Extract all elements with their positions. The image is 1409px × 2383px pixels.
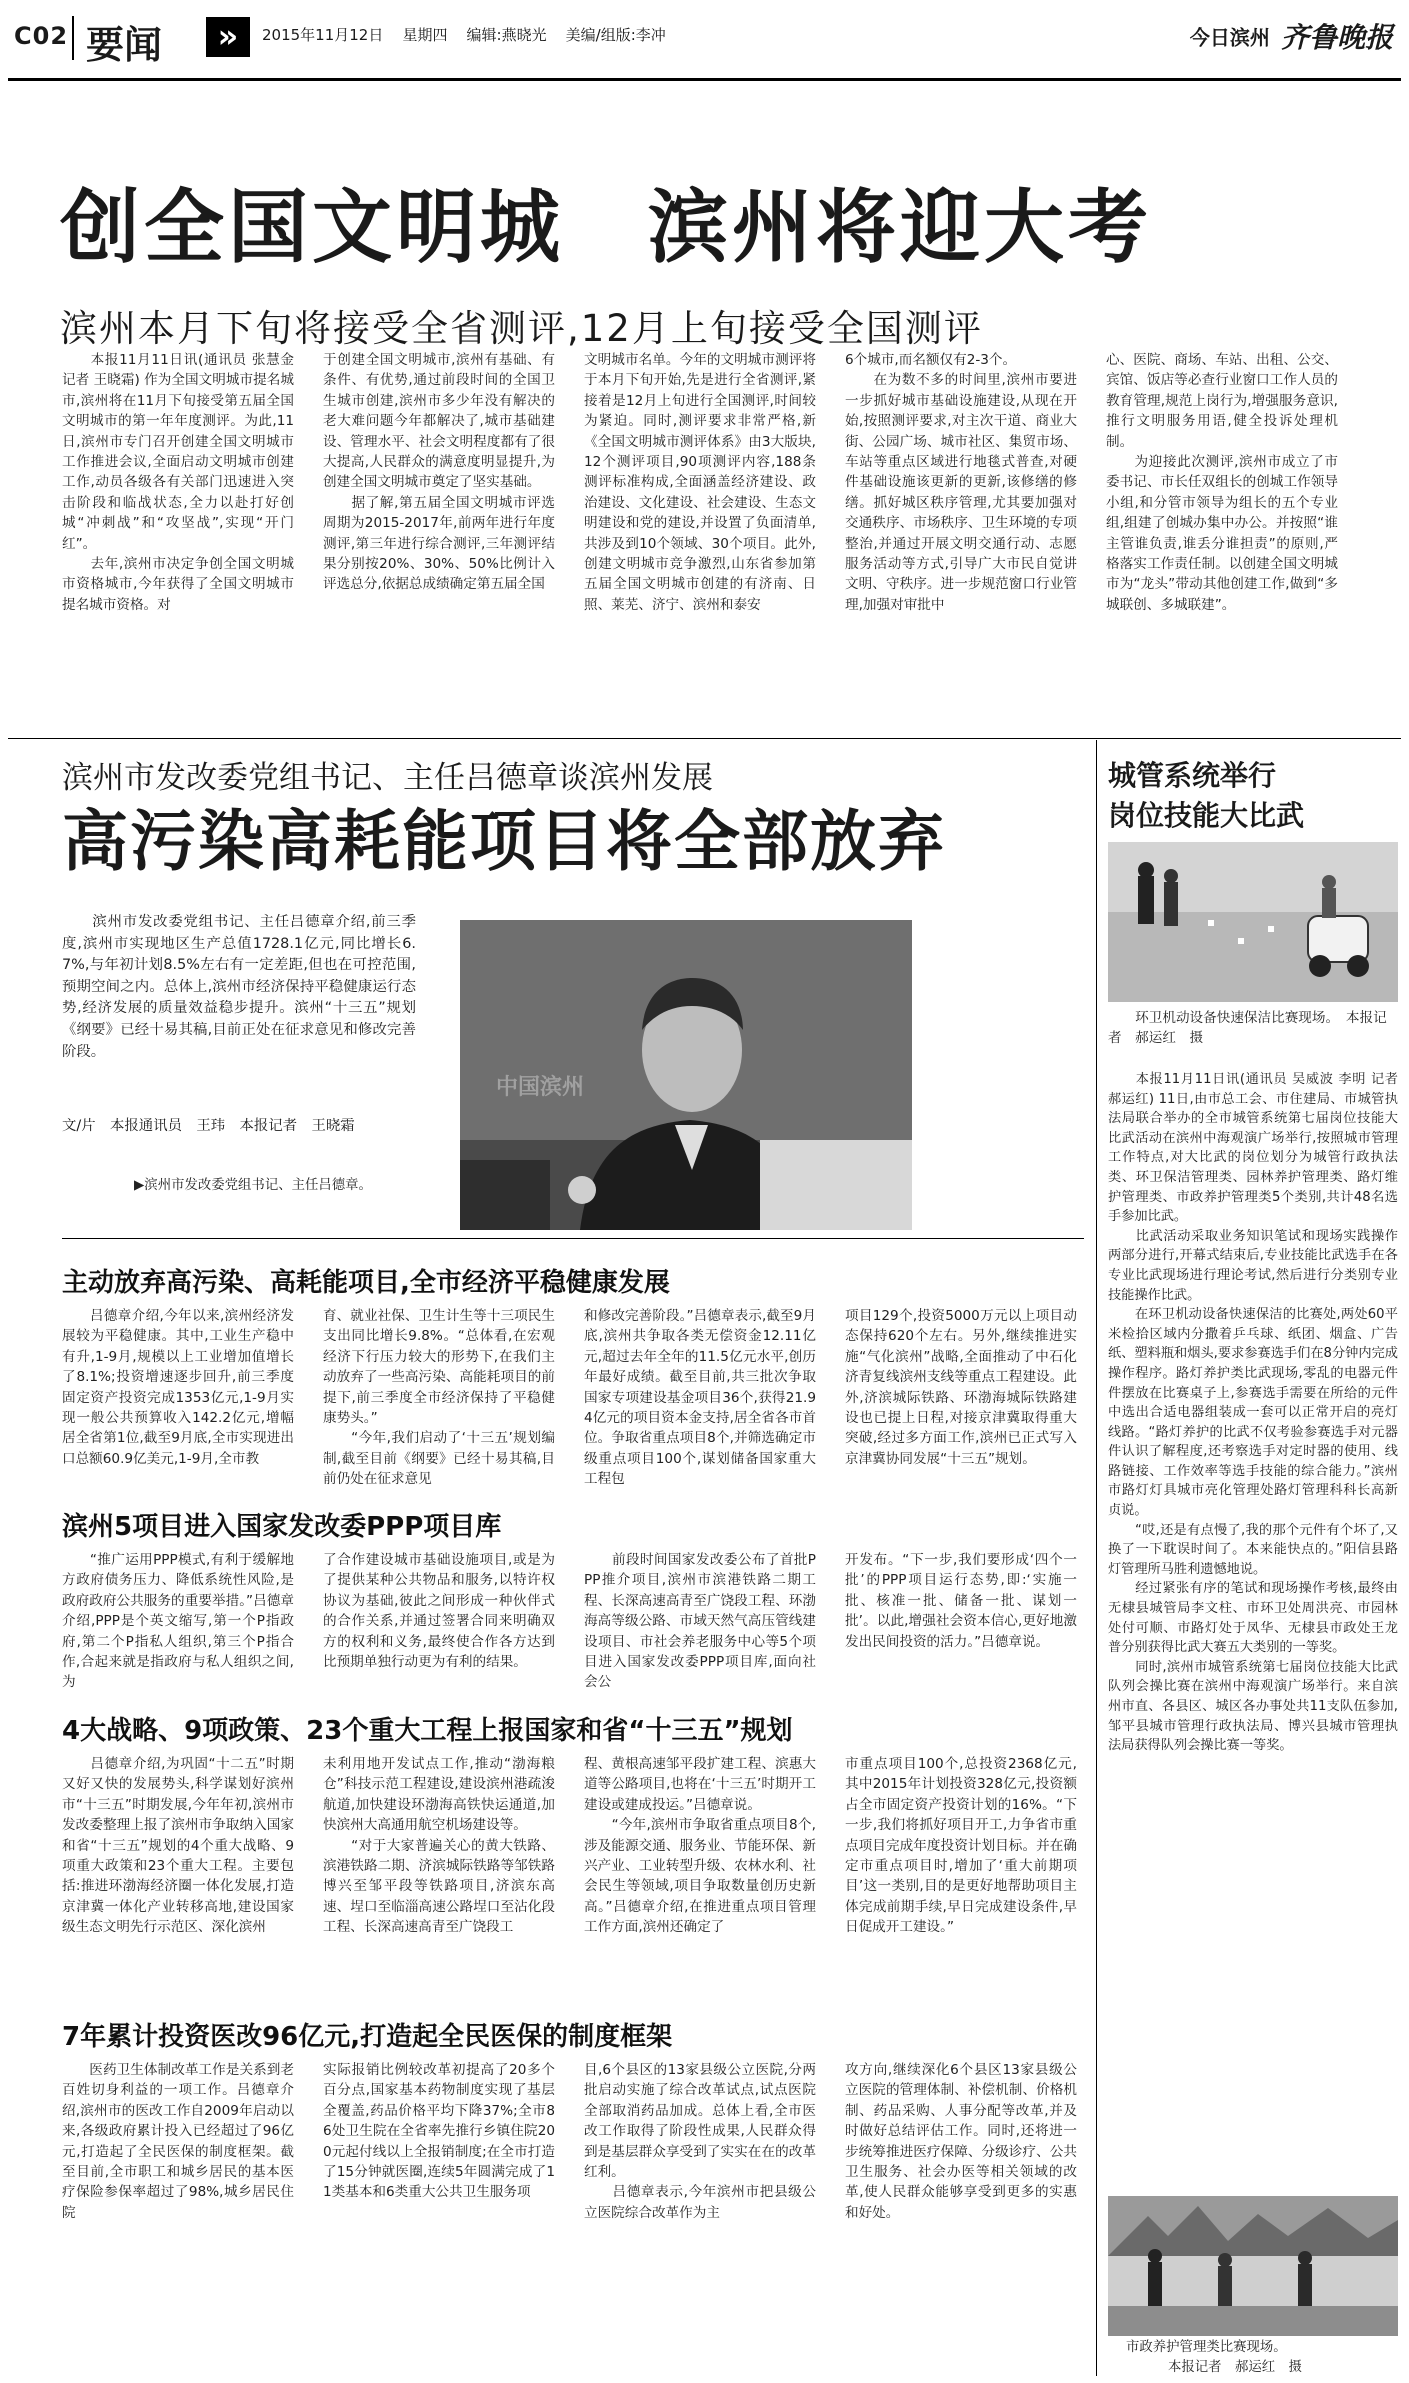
section-2-column-1: “推广运用PPP模式,有利于缓解地方政府债务压力、降低系统性风险,是政府政府公共服务的重要举措。”吕德章介绍,PPP是个英文缩写,第一个P指政府,第二个P指私人组织,第三个P指合作,合起来就是指政府与私人组织之间,为: [62, 1552, 294, 1691]
header-divider: [72, 16, 74, 60]
section-2-column-3: 前段时间国家发改委公布了首批PPP推介项目,滨州市滨港铁路二期工程、长深高速高青至广饶段工程、环渤海高等级公路、市域天然气高压管线建设项目、市社会养老服务中心等5个项目进入国家发改委PPP项目库,面向社会公: [584, 1552, 816, 1691]
feature-intro: 滨州市发改委党组书记、主任吕德章介绍,前三季度,滨州市实现地区生产总值1728.1亿元,同比增长6.7%,与年初计划8.5%左右有一定差距,但也在可控范围,预期空间之内。总体上,滨州市经济保持平稳健康运行态势,经济发展的质量效益稳步提升。滨州“十三五”规划《纲要》已经十易其稿,目前正处在征求意见和修改完善阶段。: [62, 914, 416, 1060]
section-3-title: 4大战略、9项政策、23个重大工程上报国家和省“十三五”规划: [62, 1716, 793, 1746]
header-meta: [262, 24, 666, 45]
sidebar-divider: [1096, 740, 1097, 2376]
lead-headline: 创全国文明城 滨州将迎大考: [60, 181, 1152, 274]
paper-logo: 齐鲁晚报: [1280, 21, 1393, 54]
section-4-column-2: 实际报销比例较改革初提高了20多个百分点,国家基本药物制度实现了基层全覆盖,药品价格平均下降37%;全市86处卫生院在全省率先推行乡镇住院200元起付线以上全报销制度;在全市打造了15分钟就医圈,连续5年圆满完成了11类基本和6类重大公共卫生服务项: [323, 2062, 555, 2201]
section-1-title: 主动放弃高污染、高耗能项目,全市经济平稳健康发展: [62, 1268, 670, 1298]
municipal-maintenance-credit: 本报记者 郝运红 摄: [1168, 2360, 1302, 2375]
lead-column-4: 6个城市,而名额仅有2-3个。 在为数不多的时间里,滨州市要进一步抓好城市基础设施建设,从现在开始,按照测评要求,对主次干道、商业大街、公园广场、城市社区、集贸市场、车站等重点区域进行地毯式普查,对硬件基础设施该更新的更新,该修缮的修缮。抓好城区秩序管理,尤其要加强对交通秩序、市场秩序、卫生环境的专项整治,并通过开展文明交通行动、志愿服务活动等方式,引导广大市民自觉讲文明、守秩序。进一步规范窗口行业管理,加强对审批中: [845, 352, 1077, 613]
section-3-column-3: 程、黄根高速邹平段扩建工程、滨惠大道等公路项目,也将在‘十三五’时期开工建设或建成投运。”吕德章说。 “今年,滨州市争取省重点项目8个,涉及能源交通、服务业、节能环保、新兴产业、工业转型升级、农林水利、社会民生等领域,项目争取数量创历史新高。”吕德章介绍,在推进重点项目管理工作方面,滨州还确定了: [584, 1756, 816, 1936]
sidebar-headline-line-2: 岗位技能大比武: [1108, 799, 1305, 832]
photo-watermark: 中国滨州: [496, 1075, 585, 1100]
section-4-column-4: 攻方向,继续深化6个县区13家县级公立医院的管理体制、补偿机制、价格机制、药品采购、人事分配等改革,并及时做好总结评估工作。同时,还将进一步统筹推进医疗保障、分级诊疗、公共卫生服务、社会办医等相关领域的改革,使人民群众能够享受到更多的实惠和好处。: [845, 2062, 1077, 2221]
section-4-column-3: 目,6个县区的13家县级公立医院,分两批启动实施了综合改革试点,试点医院全部取消药品加成。总体上看,全市医改工作取得了阶段性成果,人民群众得到是基层群众享受到了实实在在的改革红利。 吕德章表示,今年滨州市把县级公立医院综合改革作为主: [584, 2062, 816, 2221]
sidebar-headline: [1108, 756, 1398, 836]
paper-brand: 今日滨州: [1189, 25, 1270, 50]
cleaning-contest-caption: 环卫机动设备快速保洁比赛现场。 本报记者 郝运红 摄: [1108, 1010, 1387, 1046]
header-rule: [8, 78, 1401, 81]
lead-column-5: 心、医院、商场、车站、出租、公交、宾馆、饭店等必查行业窗口工作人员的教育管理,规范上岗行为,增强服务意识,推行文明服务用语,健全投诉处理机制。 为迎接此次测评,滨州市成立了市委书记、市长任双组长的创城工作领导小组,和分管市领导为组长的五个专业组,组建了创城办集中办公。并按照“谁主管谁负责,谁丢分谁担责”的原则,严格落实工作责任制。以创建全国文明城市为“龙头”带动其他创建工作,做到“多城联创、多城联建”。: [1106, 352, 1338, 613]
editor-credit: 编辑:燕晓光: [466, 26, 547, 44]
sidebar-headline-line-1: 城管系统举行: [1108, 759, 1277, 792]
portrait-caption: ▶滨州市发改委党组书记、主任吕德章。: [134, 1178, 372, 1193]
page-header: [0, 0, 1409, 80]
section-2-title: 滨州5项目进入国家发改委PPP项目库: [62, 1512, 502, 1542]
section-4-column-1: 医药卫生体制改革工作是关系到老百姓切身利益的一项工作。吕德章介绍,滨州市的医改工作自2009年启动以来,各级政府累计投入已经超过了96亿元,打造起了全民医保的制度框架。截至目前,全市职工和城乡居民的基本医疗保险参保率超过了98%,城乡居民住院: [62, 2062, 294, 2221]
municipal-maintenance-photo: [1108, 2196, 1398, 2336]
feature-byline: 文/片 本报通讯员 王玮 本报记者 王晓霜: [62, 1118, 355, 1134]
section-3-column-4: 市重点项目100个,总投资2368亿元,其中2015年计划投资328亿元,投资额占全市固定资产投资计划的16%。“下一步,我们将抓好项目开工,力争省市重点项目完成年度投资计划目标。并在确定市重点项目时,增加了‘重大前期项目’这一类别,目的是更好地帮助项目主体完成前期手续,早日完成建设条件,早日促成开工建设。”: [845, 1756, 1077, 1936]
double-chevron-icon: »: [217, 17, 239, 55]
paper-masthead: [1190, 16, 1393, 56]
section-1-column-3: 和修改完善阶段。”吕德章表示,截至9月底,滨州共争取各类无偿资金12.11亿元,超过去年全年的11.5亿元水平,创历年最好成绩。截至目前,共三批次争取国家专项建设基金项目36个,获得21.94亿元的项目资本金支持,居全省各市首位。争取省重点项目8个,并筛选确定市级重点项目100个,谋划储备国家重大工程包: [584, 1308, 816, 1488]
feature-headline: 高污染高耗能项目将全部放弃: [62, 803, 946, 880]
section-name: 要闻: [86, 23, 163, 67]
lead-column-3: 文明城市名单。今年的文明城市测评将于本月下旬开始,先是进行全省测评,紧接着是12月上旬进行全国测评,时间较为紧迫。同时,测评要求非常严格,新《全国文明城市测评体系》由3大版块,12个测评项目,90项测评内容,188条测评标准构成,全面涵盖经济建设、政治建设、文化建设、社会建设、生态文明建设和党的建设,并设置了负面清单,共涉及到10个领域、30个项目。此外,创建文明城市竞争激烈,山东省参加第五届全国文明城市创建的有济南、日照、莱芜、济宁、滨州和泰安: [584, 352, 816, 613]
official-portrait-photo: [460, 920, 912, 1230]
section-1-column-1: 吕德章介绍,今年以来,滨州经济发展较为平稳健康。其中,工业生产稳中有升,1-9月,规模以上工业增加值增长了8.1%;投资增速逐步回升,前三季度固定资产投资完成1353亿元,1-9月实现一般公共预算收入142.2亿元,增幅居全省第1位,截至9月底,全市实现进出口总额60.9亿美元,1-9月,全市教: [62, 1308, 294, 1467]
lead-column-2: 于创建全国文明城市,滨州有基础、有条件、有优势,通过前段时间的全国卫生城市创建,滨州市多少年没有解决的老大难问题今年都解决了,城市基础建设、管理水平、社会文明程度都有了很大提高,人民群众的满意度明显提升,为创建全国文明城市奠定了坚实基础。 据了解,第五届全国文明城市评选周期为2015-2017年,前两年进行年度测评,第三年进行综合测评,三年测评结果分别按20%、30%、50%比例计入评选总分,依据总成绩确定第五届全国: [323, 352, 555, 593]
issue-date: 2015年11月12日: [262, 26, 384, 44]
lead-column-1: 本报11月11日讯(通讯员 张慧金 记者 王晓霜) 作为全国文明城市提名城市,滨州将在11月下旬接受第五届全国文明城市的第一年年度测评。为此,11日,滨州市专门召开创建全国文明城市工作推进会议,全面启动文明城市创建工作,动员各级各有关部门迅速进入突击阶段和临战状态,全力以赴打好创城“冲刺战”和“攻坚战”,实现“开门红”。 去年,滨州市决定争创全国文明城市资格城市,今年获得了全国文明城市提名城市资格。对: [62, 352, 294, 613]
section-4-title: 7年累计投资医改96亿元,打造起全民医保的制度框架: [62, 2022, 673, 2052]
section-3-column-2: 未利用地开发试点工作,推动“渤海粮仓”科技示范工程建设,建设滨州港疏浚航道,加快建设环渤海高铁快运通道,加快滨州大高通用航空机场建设等。 “对于大家普遍关心的黄大铁路、滨港铁路二期、济滨城际铁路等邹铁路博兴至邹平段等铁路项目,济滨东高速、埕口至临淄高速公路埕口至沾化段工程、长深高速高青至广饶段工: [323, 1756, 555, 1936]
sidebar-article-body: 本报11月11日讯(通讯员 吴威波 李明 记者 郝运红) 11日,由市总工会、市住建局、市城管执法局联合举办的全市城管系统第七届岗位技能大比武活动在滨州中海观演广场举行,按照城市管理工作特点,对大比武的岗位划分为城管行政执法类、环卫保洁管理类、园林养护管理类、路灯维护管理类、市政养护管理类5个类别,共计48名选手参加比武。 比武活动采取业务知识笔试和现场实践操作两部分进行,开幕式结束后,专业技能比武选手在各专业比武现场进行理论考试,然后进行分类别专业技能操作比武。 在环卫机动设备快速保洁的比赛处,两处60平米检拾区域内分撒着乒乓球、纸团、烟盒、广告纸、塑料瓶和烟头,要求参赛选手们在8分钟内完成操作程序。路灯养护类比武现场,零乱的电器元件件摆放在比赛桌子上,参赛选手需要在所给的元件中选出合适电器组装成一套可以正常开启的亮灯线路。“路灯养护的比武不仅考验参赛选手对元器件认识了解程度,还考察选手对定时器的使用、线路链接、工作效率等选手技能的综合能力。”滨州市路灯灯具城市亮化管理处路灯管理科科长高新贞说。 “哎,还是有点慢了,我的那个元件有个坏了,又换了一下耽误时间了。本来能快点的。”阳信县路灯管理所马胜利遗憾地说。 经过紧张有序的笔试和现场操作考核,最终由无棣县城管局李文柱、市环卫处周洪亮、市园林处付可顺、市路灯处于凤华、无棣县市政处王龙普分别获得比武大赛五大类别的一等奖。 同时,滨州市城管系统第七届岗位技能大比武队列会操比赛在滨州中海观演广场举行。来自滨州市直、各县区、城区各办事处共11支队伍参加,邹平县城市管理行政执法局、博兴县城市管理执法局获得队列会操比赛一等奖。: [1108, 1072, 1398, 1754]
cleaning-contest-illustration: [1108, 842, 1398, 1002]
municipal-maintenance-illustration: [1108, 2196, 1398, 2336]
lead-subheadline: 滨州本月下旬将接受全省测评,12月上旬接受全国测评: [60, 307, 983, 350]
section-2-column-2: 了合作建设城市基础设施项目,或是为了提供某种公共物品和服务,以特许权协议为基础,彼此之间形成一种伙伴式的合作关系,并通过签署合同来明确双方的权利和义务,最终使合作各方达到比预期单独行动更为有利的结果。: [323, 1552, 555, 1671]
issue-weekday: 星期四: [402, 26, 448, 44]
section-arrow-badge: [206, 17, 250, 57]
feature-kicker: 滨州市发改委党组书记、主任吕德章谈滨州发展: [62, 760, 713, 796]
section-1-column-4: 项目129个,投资5000万元以上项目动态保持620个左右。另外,继续推进实施“气化滨州”战略,全面推动了中石化济青复线滨州支线等重点工程建设。此外,济滨城际铁路、环渤海城际铁路建设也已提上日程,对接京津冀取得重大突破,经过多方面工作,滨州已正式写入京津冀协同发展“十三五”规划。: [845, 1308, 1077, 1467]
feature-photo-rule: [62, 1238, 1084, 1239]
cleaning-contest-photo: [1108, 842, 1398, 1002]
section-2-column-4: 开发布。“下一步,我们要形成‘四个一批’的PPP项目运行态势,即:‘实施一批、核准一批、储备一批、谋划一批’。以此,增强社会资本信心,更好地激发出民间投资的活力。”吕德章说。: [845, 1552, 1077, 1650]
section-3-column-1: 吕德章介绍,为巩固“十二五”时期又好又快的发展势头,科学谋划好滨州市“十三五”时期发展,今年年初,滨州市发改委整理上报了滨州市争取纳入国家和省“十三五”规划的4个重大战略、9项重大政策和23个重大工程。主要包括:推进环渤海经济圈一体化发展,打造京津冀一体化产业转移高地,建设国家级生态文明先行示范区、深化滨州: [62, 1756, 294, 1936]
page-code: C02: [14, 22, 69, 50]
section-1-column-2: 育、就业社保、卫生计生等十三项民生支出同比增长9.8%。“总体看,在宏观经济下行压力较大的形势下,在我们主动放弃了一些高污染、高能耗项目的前提下,前三季度全市经济保持了平稳健康势头。” “今年,我们启动了‘十三五’规划编制,截至目前《纲要》已经十易其稿,目前仍处在征求意见: [323, 1308, 555, 1488]
lead-bottom-rule: [8, 738, 1401, 739]
designer-credit: 美编/组版:李冲: [565, 26, 666, 44]
municipal-maintenance-caption: 市政养护管理类比赛现场。: [1126, 2340, 1287, 2355]
